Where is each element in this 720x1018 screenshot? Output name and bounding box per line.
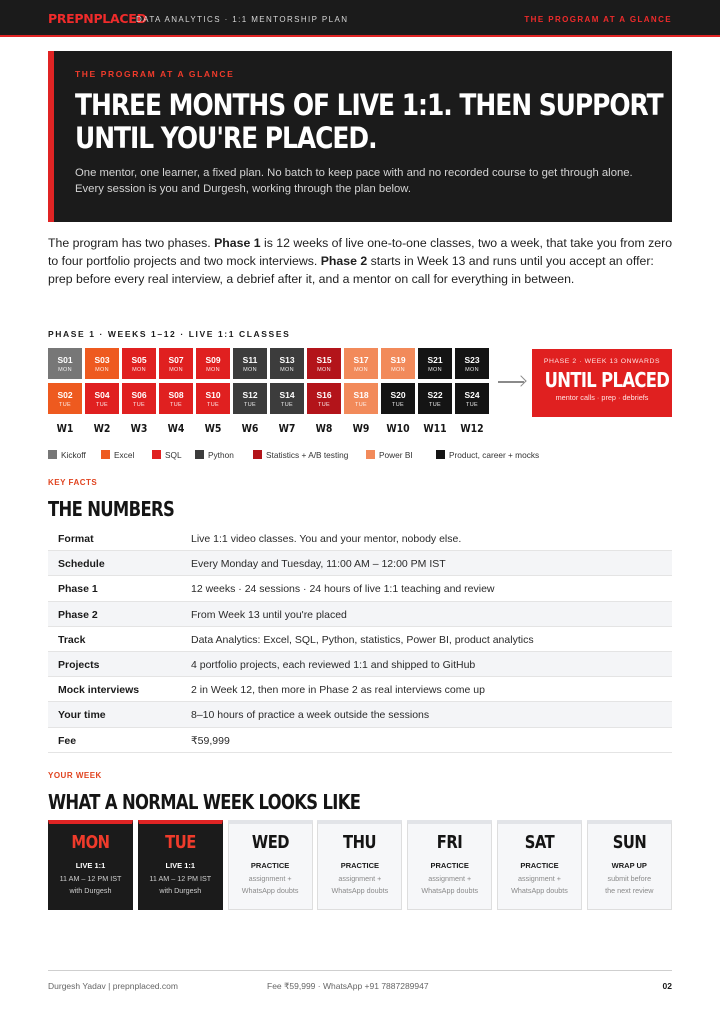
intro-paragraph (48, 234, 674, 288)
intro-phase2: Phase 2 (320, 254, 368, 268)
legend-item (366, 450, 413, 462)
day-card-wed (228, 820, 313, 910)
legend-swatch (48, 450, 57, 459)
legend-label: Statistics + A/B testing (266, 450, 349, 460)
session-cell-s21 (418, 348, 452, 379)
hero-lead: One mentor, one learner, a fixed plan. No batch to keep pace with and no recorded course to get through alone. Every session is you and Durgesh, working through the plan below. (75, 167, 633, 195)
week-label: W1 (56, 422, 74, 435)
phase2-sub: mentor calls · prep · debriefs (555, 393, 649, 402)
session-day: TUE (133, 402, 145, 408)
session-cell-s03 (85, 348, 119, 379)
legend-item (436, 450, 539, 462)
row-key: Format (58, 533, 94, 545)
key-facts-kicker: KEY FACTS (48, 478, 98, 487)
row-key: Track (58, 633, 86, 646)
day-detail: assignment + (338, 874, 382, 883)
legend-swatch (436, 450, 445, 459)
row-value: 8–10 hours of practice a week outside the sessions (191, 709, 430, 722)
day-detail: assignment + (428, 874, 472, 883)
session-day: TUE (170, 402, 182, 408)
session-cell-s10 (196, 383, 230, 414)
day-detail: WhatsApp doubts (331, 886, 389, 895)
day-activity: PRACTICE (520, 861, 559, 870)
session-number: S22 (427, 390, 443, 400)
legend-item (48, 450, 86, 462)
week-label: W8 (315, 422, 333, 435)
table-row (48, 526, 672, 551)
row-value: Data Analytics: Excel, SQL, Python, statistics, Power BI, product analytics (191, 633, 534, 646)
breadcrumb: DATA ANALYTICS · 1:1 MENTORSHIP PLAN (136, 15, 349, 24)
session-cell-s05 (122, 348, 156, 379)
row-key: Phase 1 (58, 583, 98, 596)
day-detail: WhatsApp doubts (241, 886, 299, 895)
day-name: SAT (524, 832, 555, 853)
row-value: 4 portfolio projects, each reviewed 1:1 and shipped to GitHub (191, 658, 476, 671)
day-detail: WhatsApp doubts (511, 886, 568, 895)
session-day: MON (169, 367, 183, 373)
numbers-title: THE NUMBERS (48, 497, 175, 521)
session-day: TUE (318, 402, 330, 408)
week-label: W10 (386, 422, 410, 435)
session-day: TUE (355, 402, 367, 408)
row-value: Every Monday and Tuesday, 11:00 AM – 12:00 PM IST (191, 558, 446, 571)
week-label: W7 (278, 422, 296, 435)
session-cell-s11 (233, 348, 267, 379)
day-detail: the next review (605, 886, 654, 895)
hero-title: THREE MONTHS OF LIVE 1:1. THEN SUPPORT UNTIL YOU'RE PLACED. (75, 88, 663, 155)
day-detail: with Durgesh (159, 886, 202, 895)
row-key: Your time (58, 709, 106, 722)
session-number: S01 (57, 355, 73, 365)
session-number: S11 (242, 355, 258, 365)
legend-item (152, 450, 182, 462)
row-value: From Week 13 until you're placed (191, 608, 347, 621)
session-cell-s17 (344, 348, 378, 379)
session-number: S12 (242, 390, 258, 400)
session-number: S20 (390, 390, 406, 400)
day-name: SUN (612, 832, 647, 853)
day-name: TUE (164, 832, 196, 853)
session-day: MON (243, 367, 257, 373)
intro-text-1: The program has two phases. (48, 236, 215, 250)
session-number: S16 (316, 390, 332, 400)
table-row (48, 576, 672, 601)
week-label: W6 (241, 422, 259, 435)
session-day: MON (58, 367, 72, 373)
table-row (48, 627, 672, 652)
row-key: Schedule (58, 558, 105, 571)
session-number: S21 (427, 355, 443, 365)
day-activity: LIVE 1:1 (165, 861, 196, 870)
session-cell-s16 (307, 383, 341, 414)
week-label: W5 (204, 422, 222, 435)
day-activity: PRACTICE (250, 861, 290, 870)
session-number: S09 (205, 355, 221, 365)
row-value: Live 1:1 video classes. You and your mentor, nobody else. (191, 533, 462, 545)
week-cards (48, 820, 672, 910)
session-cell-s12 (233, 383, 267, 414)
session-day: TUE (392, 402, 404, 408)
footer (48, 970, 672, 1000)
row-value: 12 weeks · 24 sessions · 24 hours of live 1:1 teaching and review (191, 583, 495, 596)
hero-banner (48, 51, 672, 222)
numbers-table (48, 526, 672, 753)
week-label: W12 (460, 422, 484, 435)
session-number: S04 (94, 390, 110, 400)
legend-swatch (152, 450, 161, 459)
session-cell-s07 (159, 348, 193, 379)
session-day: TUE (466, 402, 478, 408)
day-card-sun (587, 820, 672, 910)
legend-swatch (101, 450, 110, 459)
row-key: Mock interviews (58, 684, 140, 697)
session-number: S19 (390, 355, 406, 365)
session-day: MON (317, 367, 331, 373)
session-cell-s14 (270, 383, 304, 414)
session-number: S03 (94, 355, 110, 365)
session-cell-s01 (48, 348, 82, 379)
week-label: W9 (352, 422, 370, 435)
legend-label: Python (208, 450, 234, 460)
session-cell-s22 (418, 383, 452, 414)
session-number: S23 (464, 355, 480, 365)
table-row (48, 677, 672, 702)
intro-text-2: is 12 weeks of live one-to-one classes, two a week, that take you from zero to four portfolio projects and two mock interviews. (48, 236, 673, 268)
session-day: MON (354, 367, 368, 373)
session-day: TUE (429, 402, 441, 408)
session-number: S05 (131, 355, 147, 365)
day-detail: assignment + (518, 874, 561, 883)
legend-item (195, 450, 234, 462)
day-detail: 11 AM – 12 PM IST (59, 874, 122, 883)
table-row (48, 602, 672, 627)
arrow-right-icon (498, 381, 524, 383)
session-cell-s04 (85, 383, 119, 414)
session-number: S02 (57, 390, 73, 400)
table-row (48, 652, 672, 677)
session-cell-s19 (381, 348, 415, 379)
session-number: S18 (353, 390, 369, 400)
session-day: TUE (207, 402, 219, 408)
day-card-sat (497, 820, 582, 910)
phase2-headline: UNTIL PLACED (544, 368, 670, 392)
session-number: S24 (464, 390, 480, 400)
brand-logo[interactable]: PREPNPLACED (48, 11, 147, 26)
legend-label: SQL (165, 450, 182, 460)
day-detail: 11 AM – 12 PM IST (149, 874, 212, 883)
day-card-thu (317, 820, 402, 910)
phase2-tag: PHASE 2 · WEEK 13 ONWARDS (543, 358, 661, 365)
legend-item (253, 450, 348, 462)
session-number: S10 (205, 390, 221, 400)
week-label: W11 (423, 422, 447, 435)
session-day: TUE (281, 402, 293, 408)
session-number: S06 (131, 390, 147, 400)
week-label: W3 (130, 422, 148, 435)
phase1-label: PHASE 1 · WEEKS 1–12 · LIVE 1:1 CLASSES (48, 329, 291, 339)
session-day: TUE (244, 402, 256, 408)
session-number: S08 (168, 390, 184, 400)
legend-swatch (366, 450, 375, 459)
session-number: S13 (279, 355, 295, 365)
legend-swatch (195, 450, 204, 459)
table-row (48, 728, 672, 753)
day-activity: WRAP UP (611, 861, 647, 870)
session-cell-s23 (455, 348, 489, 379)
legend-label: Kickoff (61, 450, 86, 460)
session-day: MON (280, 367, 294, 373)
session-cell-s09 (196, 348, 230, 379)
day-name: WED (251, 832, 289, 853)
session-cell-s08 (159, 383, 193, 414)
day-detail: WhatsApp doubts (421, 886, 479, 895)
session-day: MON (428, 367, 442, 373)
day-card-mon (48, 820, 133, 910)
hero-eyebrow: THE PROGRAM AT A GLANCE (75, 69, 235, 79)
day-detail: submit before (607, 874, 652, 883)
row-key: Fee (58, 734, 77, 747)
session-day: MON (95, 367, 109, 373)
session-cell-s06 (122, 383, 156, 414)
session-cell-s15 (307, 348, 341, 379)
session-cell-s13 (270, 348, 304, 379)
day-detail: assignment + (248, 874, 292, 883)
day-card-tue (138, 820, 223, 910)
legend-label: Power BI (379, 450, 413, 460)
day-activity: PRACTICE (430, 861, 469, 870)
section-title: THE PROGRAM AT A GLANCE (524, 15, 672, 24)
legend-label: Excel (114, 450, 135, 460)
session-cell-s20 (381, 383, 415, 414)
session-cell-s18 (344, 383, 378, 414)
week-label: W2 (93, 422, 111, 435)
session-day: MON (465, 367, 479, 373)
phase2-box (532, 349, 672, 417)
row-key: Phase 2 (58, 608, 98, 621)
session-day: TUE (59, 402, 71, 408)
table-row (48, 702, 672, 727)
intro-text-3: starts in Week 13 and runs until you accept an offer: prep before every real interview, a debrief after it, and a mentor on call for everything in between. (48, 254, 654, 286)
row-value: 2 in Week 12, then more in Phase 2 as real interviews come up (191, 684, 485, 697)
row-key: Projects (58, 658, 100, 671)
session-day: MON (391, 367, 405, 373)
day-name: THU (343, 832, 377, 853)
table-row (48, 551, 672, 576)
top-bar (0, 0, 720, 37)
day-detail: with Durgesh (69, 886, 112, 895)
session-cell-s02 (48, 383, 82, 414)
legend-swatch (253, 450, 262, 459)
week-title: WHAT A NORMAL WEEK LOOKS LIKE (48, 790, 361, 814)
day-name: MON (71, 832, 110, 853)
intro-phase1: Phase 1 (214, 236, 261, 250)
session-number: S07 (168, 355, 184, 365)
row-value: ₹59,999 (191, 734, 230, 747)
day-activity: LIVE 1:1 (75, 861, 106, 870)
session-day: MON (206, 367, 220, 373)
legend-item (101, 450, 134, 462)
session-cell-s24 (455, 383, 489, 414)
footer-author[interactable]: Durgesh Yadav | prepnplaced.com (48, 981, 178, 991)
legend-label: Product, career + mocks (449, 450, 540, 460)
your-week-kicker: YOUR WEEK (48, 771, 102, 780)
day-activity: PRACTICE (340, 861, 380, 870)
week-label: W4 (167, 422, 185, 435)
footer-contact: Fee ₹59,999 · WhatsApp +91 7887289947 (267, 981, 429, 991)
session-day: TUE (96, 402, 108, 408)
day-card-fri (407, 820, 492, 910)
session-day: MON (132, 367, 146, 373)
session-number: S15 (316, 355, 332, 365)
page-number: 02 (662, 981, 672, 991)
day-name: FRI (436, 832, 463, 853)
session-number: S14 (279, 390, 295, 400)
session-number: S17 (353, 355, 369, 365)
